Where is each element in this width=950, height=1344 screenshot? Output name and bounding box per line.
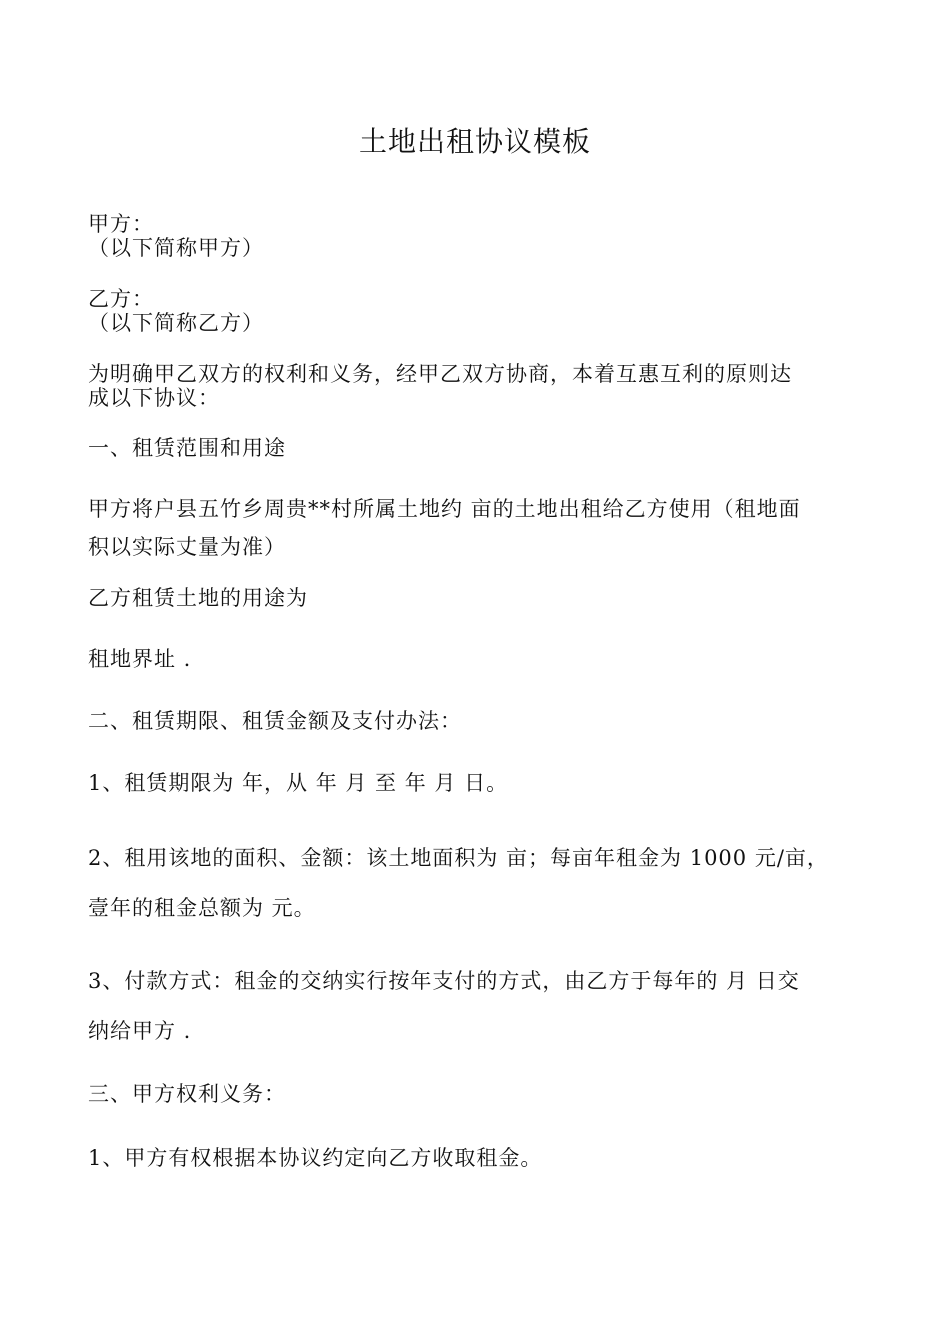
section-3-item-1: 1、甲方有权根据本协议约定向乙方收取租金。 (88, 1146, 543, 1170)
section-2-item-1: 1、租赁期限为 年，从 年 月 至 年 月 日。 (88, 771, 509, 795)
party-a-label: 甲方： (88, 212, 154, 236)
party-a-note: （以下简称甲方） (88, 236, 264, 260)
section-1-heading: 一、租赁范围和用途 (88, 436, 286, 460)
intro-line-2: 成以下协议： (88, 386, 220, 410)
section-3-heading: 三、甲方权利义务： (88, 1082, 286, 1106)
section-2-item-3-line-1: 3、付款方式：租金的交纳实行按年支付的方式，由乙方于每年的 月 日交 (88, 969, 800, 993)
section-2-item-3-line-2: 纳给甲方 . (88, 1019, 192, 1043)
section-1-paragraph-3: 租地界址 . (88, 647, 192, 671)
party-b-note: （以下简称乙方） (88, 311, 264, 335)
section-2-item-2-line-2: 壹年的租金总额为 元。 (88, 896, 316, 920)
section-1-paragraph-1-line-2: 积以实际丈量为准） (88, 535, 286, 559)
party-b-label: 乙方： (88, 287, 154, 311)
section-1-paragraph-1-line-1: 甲方将户县五竹乡周贵**村所属土地约 亩的土地出租给乙方使用（租地面 (88, 497, 801, 521)
section-1-paragraph-2: 乙方租赁土地的用途为 (88, 586, 308, 610)
document-title: 土地出租协议模板 (358, 125, 591, 158)
section-2-heading: 二、租赁期限、租赁金额及支付办法： (88, 709, 462, 733)
intro-line-1: 为明确甲乙双方的权利和义务，经甲乙双方协商，本着互惠互利的原则达 (88, 362, 792, 386)
section-2-item-2-line-1: 2、租用该地的面积、金额：该土地面积为 亩；每亩年租金为 1000 元/亩， (88, 846, 829, 870)
